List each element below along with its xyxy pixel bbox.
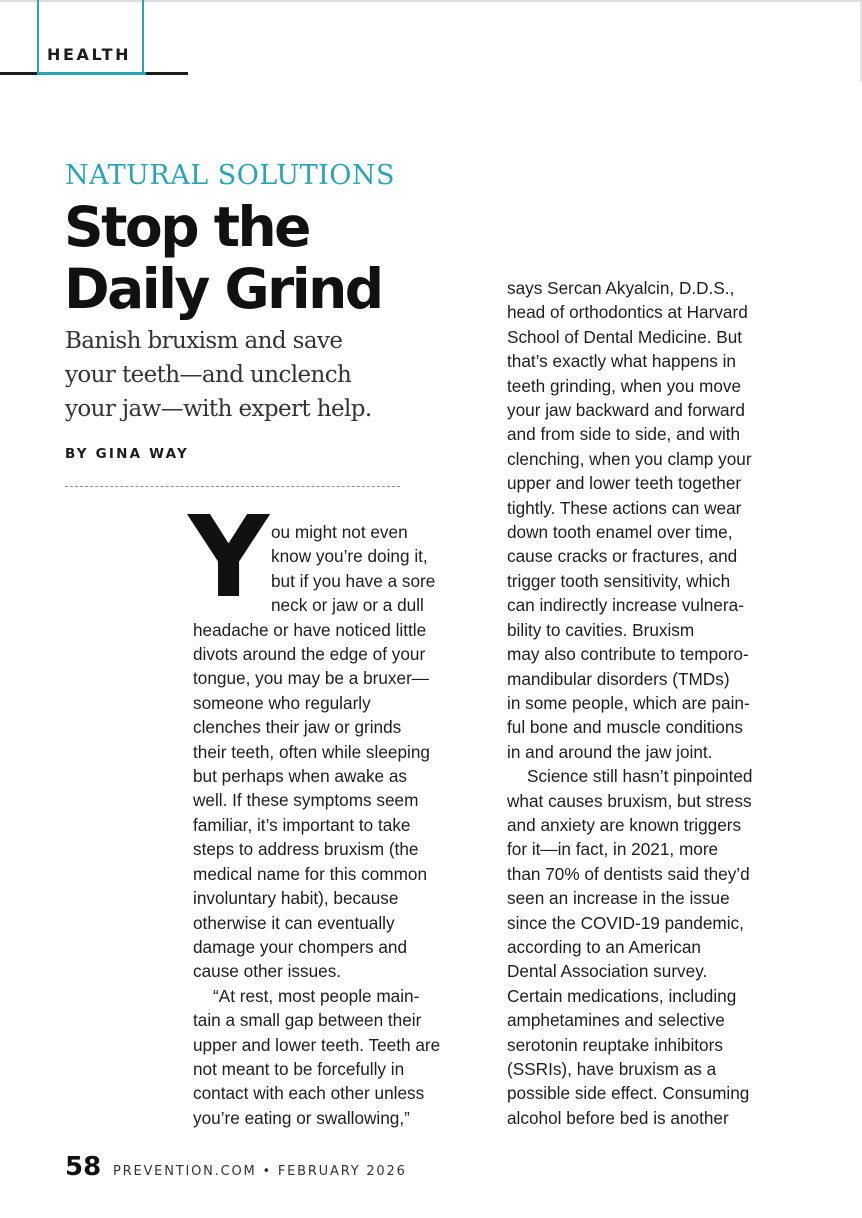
body-line: your jaw backward and forward	[507, 400, 745, 421]
body-line: bility to cavities. Bruxism	[507, 619, 695, 640]
body-line: cause cracks or fractures, and	[507, 546, 738, 567]
byline: BY GINA WAY	[65, 446, 189, 462]
body-line: for it—in fact, in 2021, more	[507, 839, 719, 860]
body-line: according to an American	[507, 936, 701, 957]
body-line: trigger tooth sensitivity, which	[507, 570, 731, 591]
body-line: serotonin reuptake inhibitors	[507, 1034, 723, 1055]
body-line: but perhaps when awake as	[193, 766, 408, 787]
body-line: head of orthodontics at Harvard	[507, 302, 748, 323]
body-line: clenches their jaw or grinds	[193, 717, 402, 738]
body-line: know you’re doing it,	[271, 546, 428, 567]
section-label: HEALTH	[47, 45, 132, 64]
body-line: says Sercan Akyalcin, D.D.S.,	[507, 278, 735, 298]
body-line: neck or jaw or a dull	[271, 595, 424, 616]
body-line: Certain medications, including	[507, 985, 737, 1006]
dek-line: your teeth—and unclench	[65, 362, 352, 388]
body-line: seen an increase in the issue	[507, 888, 730, 909]
body-line: but if you have a sore	[271, 570, 436, 591]
body-line: possible side effect. Consuming	[507, 1083, 750, 1104]
body-line: their teeth, often while sleeping	[193, 741, 430, 762]
body-line: than 70% of dentists said they’d	[507, 863, 750, 884]
body-line: in some people, which are pain-	[507, 692, 750, 713]
drop-cap: Y	[188, 493, 270, 623]
body-line: Dental Association survey.	[507, 961, 708, 982]
body-line: since the COVID-19 pandemic,	[507, 912, 744, 933]
body-line: otherwise it can eventually	[193, 912, 395, 933]
body-line: may also contribute to temporo-	[507, 644, 749, 665]
body-line: upper and lower teeth. Teeth are	[193, 1034, 441, 1055]
dek-line: your jaw—with expert help.	[65, 396, 372, 422]
body-line: can indirectly increase vulnera-	[507, 595, 744, 616]
headline	[64, 196, 484, 320]
body-line: “At rest, most people main-	[213, 985, 420, 1006]
section-underline-accent	[37, 72, 146, 75]
body-line: divots around the edge of your	[193, 644, 426, 665]
body-line: and anxiety are known triggers	[507, 814, 742, 835]
body-line: medical name for this common	[193, 863, 428, 884]
body-line: (SSRIs), have bruxism as a	[507, 1059, 717, 1079]
body-line: steps to address bruxism (the	[193, 839, 419, 860]
body-line: ou might not even	[271, 522, 408, 542]
body-line: teeth grinding, when you move	[507, 375, 742, 396]
body-line: tongue, you may be a bruxer—	[193, 668, 429, 689]
headline-line: Daily Grind	[64, 257, 382, 321]
body-line: what causes bruxism, but stress	[507, 790, 752, 811]
body-line: not meant to be forcefully in	[193, 1058, 405, 1079]
headline-line: Stop the	[64, 195, 309, 259]
body-line: clenching, when you clamp your	[507, 448, 752, 469]
body-line: upper and lower teeth together	[507, 473, 742, 494]
body-line: cause other issues.	[193, 961, 342, 982]
body-line: School of Dental Medicine. But	[507, 326, 743, 347]
kicker: NATURAL SOLUTIONS	[65, 160, 396, 191]
body-line: ful bone and muscle conditions	[507, 717, 744, 738]
body-line: contact with each other unless	[193, 1083, 425, 1104]
body-column-right	[507, 276, 797, 1130]
body-line: down tooth enamel over time,	[507, 522, 733, 543]
body-line: mandibular disorders (TMDs)	[507, 668, 730, 689]
body-line: that’s exactly what happens in	[507, 351, 736, 372]
body-line: well. If these symptoms seem	[193, 790, 419, 811]
dek-line: Banish bruxism and save	[65, 328, 343, 354]
body-line: you’re eating or swallowing,”	[193, 1107, 410, 1128]
body-line: headache or have noticed little	[193, 619, 427, 640]
footer-info: PREVENTION.COM • FEBRUARY 2026	[113, 1164, 407, 1179]
body-line: damage your chompers and	[193, 936, 408, 957]
body-line: alcohol before bed is another	[507, 1107, 729, 1128]
dashed-divider	[65, 486, 400, 487]
body-line: tightly. These actions can wear	[507, 497, 742, 518]
body-line: amphetamines and selective	[507, 1010, 725, 1031]
body-line: tain a small gap between their	[193, 1010, 422, 1031]
body-line: and from side to side, and with	[507, 424, 741, 445]
body-line: someone who regularly	[193, 692, 371, 713]
body-line: in and around the jaw joint.	[507, 741, 713, 762]
body-line: Science still hasn’t pinpointed	[527, 766, 753, 787]
page-number: 58	[65, 1152, 102, 1182]
dek	[65, 324, 465, 426]
body-line: involuntary habit), because	[193, 888, 399, 909]
body-line: familiar, it’s important to take	[193, 814, 411, 835]
body-column-left	[193, 520, 483, 1130]
